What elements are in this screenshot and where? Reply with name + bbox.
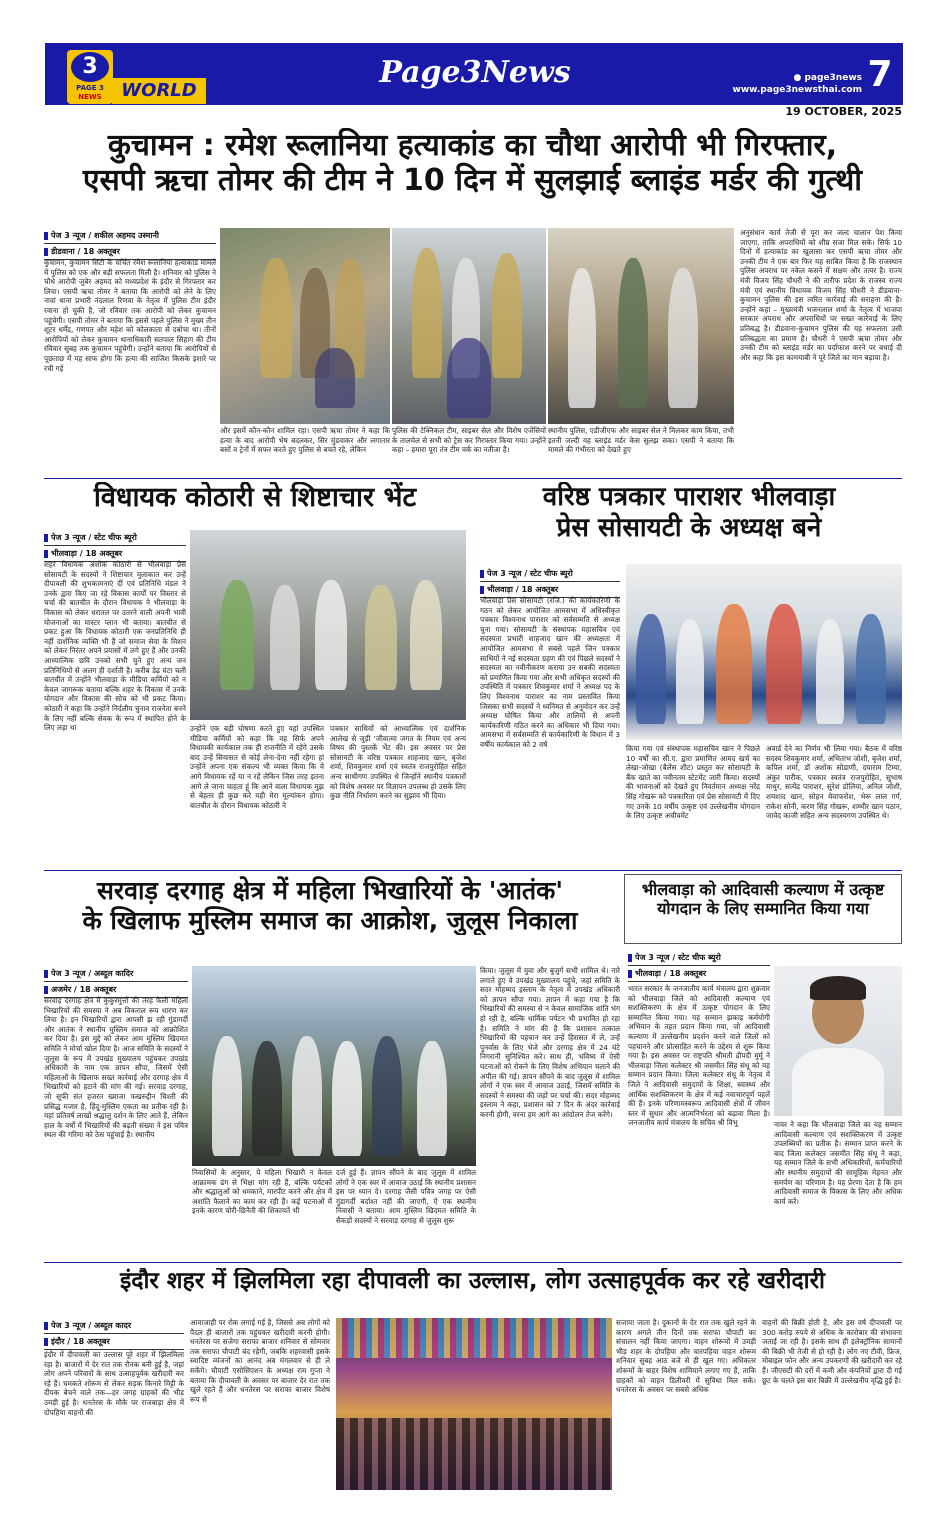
story2-body-col1: शहर विधायक अशोक कोठारी से भीलवाड़ा प्रेस सोसायटी के सदस्यों ने शिष्टाचार मुलाकात कर उन्हें दीपावली की शुभकामनाएं दीं एवं प्रतिनिधि मंडल ने उनके द्वारा किए जा रहे विकास कार्यों पर विस्तार से चर्चा की बातचीत के दौरान विधायक ने भीलवाड़ा के विकास को लेकर धरातल पर उतरने वाली अपनी भावी योजनाओं का मास्टर प्लान भी बताया। बातचीत से प्रकट हुआ कि विधायक कोठारी एक जनप्रतिनिधि ही नहीं दार्शनिक व्यक्ति भी हैं जो समाज सेवा के मिशन को लेकर निरंतर अपने प्रयासों में लगे हुए हैं और उनकी आध्यात्मिक छवि उनको सभी चुने हुए अन्य जन प्रतिनिधियों से अलग ही दर्शाती है। करीब डेढ़ घंटा चली बातचीत में उन्होंने भीलवाड़ा के मीडिया कर्मियों को न केवल जागरूक बताया बल्कि शहर के विकास में उनके योगदान और विकास की सोच को भी प्रकट किया। कोठारी ने कहा कि उन्होंने निर्दलीय चुनाव राजनेता बनने के लिए नहीं बल्कि सेवक के रूप में स्थापित होने के लिए लड़ा था (44, 560, 186, 733)
issue-date: 19 OCTOBER, 2025 (785, 105, 902, 118)
story2-body-col2: उन्होंने एक बड़ी घोषणा करते हुए यहां उपस्थित मीडिया कर्मियों को कहा कि वह सिर्फ अपने विधायकी कार्यकाल तक ही राजनीति में रहेंगे उसके बाद उन्हें सियासत से कोई लेना-देना नहीं रहेगा हां उन्होंने अपना एक संकल्प भी व्यक्त किया कि वे आगे विधायक रहें या न रहें लेकिन जिस तरह इतना आगे ले जाना चाहता हूं कि आने वाला विधायक मुझ से बेहतर ही कुछ करे यही मेरा मूल्यांकन होगा। बातचीत के दौरान विधायक कोठारी ने (190, 724, 324, 810)
story3-byline: पेज 3 न्यूज / स्टेट चीफ ब्यूरो भीलवाड़ा / 18 अक्तूबर (480, 566, 620, 598)
story1-body-col1: कुचामन, कुचामन सिटी के चर्चित रमेश रूलानिया हत्याकांड मामले में पुलिस को एक और बड़ी सफलता मिली है। शनिवार को पुलिस ने चौथे आरोपी जुबेर अहमद को मध्यप्रदेश के इंदौर से गिरफ्तार कर लिया। एसपी ऋचा तोमर ने बताया कि आरोपी को लेने के लिए नावां थाना प्रभारी नंदलाल रिणवा के नेतृत्व में पुलिस टीम इंदौर रवाना हो चुकी है, जो रविवार तक आरोपी को लेकर कुचामन पहुंचेगी। एसपी तोमर ने बताया कि इससे पहले पुलिस ने मुख्य तीन शूटर धर्मेंद्र, गणपत और महेश को कोलकाता से दबोचा था। तीनों आरोपियों को लेकर कुचामन थानाधिकारी सतपाल सिहाग की टीम रविवार सुबह तक कुचामन पहुंचेगी। उन्होंने बताया कि आरोपियों से पूछताछ में यह साफ होगा कि हत्या की साजिश किसके इशारे पर रची गई (44, 258, 216, 373)
story1-byline: पेज 3 न्यूज / शकील अहमद उस्मानी डीडवाना / 18 अक्तूबर (44, 228, 216, 260)
section-label: WORLD (112, 78, 206, 104)
story4-photo (192, 966, 476, 1166)
social-handle: ● page3news (793, 73, 862, 83)
story6-byline: पेज 3 न्यूज / अब्दुल कादर इंदौर / 18 अक्तूबर (44, 1318, 184, 1350)
story4-byline: पेज 3 न्यूज / अब्दुल कादिर अजमेर / 18 अक्तूबर (44, 966, 188, 998)
story1-caption-c: स्थानीय पुलिस, एडीजीएफ और साइबर सेल ने मिलकर काम किया, तभी इतनी जल्दी यह ब्लाइंड मर्डर केस सुलझ सका। एसपी ने बताया कि मामले की गंभीरता को देखते हुए (548, 426, 734, 455)
logo-text: PAGE 3 (76, 84, 104, 92)
page-number: 7 (867, 54, 893, 95)
story5-body-col2: नायर ने कहा कि भीलवाड़ा जिले का यह सम्मान आदिवासी कल्याण एवं सशक्तिकरण में उत्कृष्ट उपलब्धियों का प्रतीक है। सम्मान प्राप्त करने के बाद जिला कलेक्टर जसमीत सिंह संधू ने कहा, यह सम्मान जिले के सभी अधिकारियों, कर्मचारियों और स्थानीय समुदायों की सामूहिक मेहनत और समर्पण का परिणाम है। यह प्रेरणा देता है कि हम आदिवासी समाज के विकास के लिए और अधिक कार्य करें। (774, 1120, 902, 1206)
story4-body-col1: सरवाड़ दरगाह क्षेत्र में कुकुरमुत्तों की तरह फैली महिला भिखारियों की समस्या ने अब विकराल रूप धारण कर लिया है। इन भिखारियों द्वारा आपसी झ रही गुंडागर्दी और आतंक ने स्थानीय मुस्लिम समाज को आक्रोशित कर दिया है। इस मुद्दे को लेकर आम मुस्लिम खिदमत समिति ने मोर्चा खोल दिया है। आज समिति के सदस्यों ने जुलूस के रूप में उपखंड मुख्यालय पहुंचकर उपखंड अधिकारी के नाम एक ज्ञापन सौंपा, जिसमें ऐसी महिलाओं के खिलाफ सख्त कार्रवाई और दरगाह क्षेत्र में भिखारियों को हटाने की मांग की गई। सरवाड़ दरगाह, जो सूफी संत हजरत ख्वाजा फखरुद्दीन चिश्ती की प्रसिद्ध मजार है, हिंदू-मुस्लिम एकता का प्रतीक रही है। यहां प्रतिवर्ष लाखों श्रद्धालु दर्शन के लिए आते हैं, लेकिन हाल के वर्षों में भिखारियों की बढ़ती संख्या ने इस पवित्र स्थल की गरिमा को ठेस पहुंचाई है। स्थानीय (44, 996, 188, 1140)
story2-photo (190, 530, 466, 720)
story6-photo-market (336, 1318, 612, 1490)
logo-sub: NEWS (78, 93, 102, 101)
story1-photo-police (392, 228, 546, 424)
story6-body-col3: सजाया जाता है। दुकानों के देर रात तक खुले रहने के कारण अगले तीन दिनों तक सराफा चौपाटी का संचालन नहीं किया जाएगा। वाहन शोरूमों में उमड़ी भीड़ शहर के दोपहिया और चारपहिया वाहन शोरूम शनिवार सुबह आठ बजे से ही खुल गए। अधिकतर शोरूमों के बाहर विशेष शामियाने लगाए गए हैं, ताकि ग्राहकों को वाहन डिलीवरी में सुविधा मिल सके। धनतेरस के अवसर पर सबसे अधिक (616, 1318, 756, 1395)
website: www.page3newsthai.com (732, 85, 862, 95)
divider (44, 478, 902, 479)
story1-caption-b: पुलिस की टेक्निकल टीम, साइबर सेल और विशेष एजेंसियों के तालमेल से सभी को ट्रेस कर गिरफ्तार किया गया। उन्होंने कहा – हमारा पूरा तंत्र टीम वर्क का नतीजा है। (392, 426, 546, 455)
story6-body-col2: आवाजाही पर रोक लगाई गई है, जिससे अब लोगों को पैदल ही बाजारों तक पहुंचकर खरीदारी करनी होगी। धनतेरस पर सजेगा सराफा बाजार शनिवार से सोमवार तक सराफा चौपाटी बंद रहेगी, जबकि शहरवासी इसके स्वादिष्ट व्यंजनों का आनंद अब मंगलवार से ही ले सकेंगे। चौपाटी एसोसिएशन के अध्यक्ष राम गुप्ता ने बताया कि दीपावली के अवसर पर बाजार देर रात तक खुले रहते हैं और धनतेरस पर सराफा बाजार विशेष रूप से (190, 1318, 330, 1404)
collector-portrait (774, 966, 902, 1116)
story3-body-col3: अवार्ड देने का निर्णय भी लिया गया। बैठक में वरिष्ठ सदस्य शिवकुमार शर्मा, अभिताभ जोशी, बृजेश शर्मा, कपिल शर्मा, डॉ अशोक सोडाणी, दयाराम टिम्या, अंकुर पारीक, पत्रकार स्वतंत्र राजपुरोहित, सुभाष माथुर, सत्येंद्र पाराशर, सुरेश डोलिया, अनिल जोशी, शमशाद खान, सोहन मेवाफरोश, भेरू लाल गर्ग, राकेश सोनी, करण सिंह गोखरू, शम्भीर खान पठान, जावेद काजी सहित अन्य सदस्यगण उपस्थित थे। (766, 744, 902, 821)
story3-body-col2: किया गया एवं संस्थापक महासचिव खान ने पिछले 10 वर्षों का सी.ए. द्वारा प्रमाणित आमद खर्च का लेखा-जोखा (बैलेंस शीट) प्रस्तुत कर सोसायटी के बैंक खाते का नवीनतम स्टेटमेंट जारी किया। सदस्यों की भावनाओं को देखते हुए निवर्तमान अध्यक्ष नरेंद्र सिंह गोखरू को पत्रकारिता एवं प्रेस सोसायटी में दिए गए उनके 10 वर्षीय उत्कृष्ट एवं उल्लेखनीय योगदान के लिए उत्कृष्ट अचीवमेंट (626, 744, 760, 821)
story6-body-col4: वाहनों की बिक्री होती है, और इस वर्ष दीपावली पर 300 करोड़ रुपये से अधिक के कारोबार की संभावना जताई जा रही है। इसके साथ ही इलेक्ट्रॉनिक सामानों की बिक्री भी तेजी से हो रही है। लोग नए टीवी, फ्रिज, मोबाइल फोन और अन्य उपकरणों की खरीदारी कर रहे हैं। जीएसटी की दरों में कमी और कंपनियों द्वारा दी गई छूट के चलते इस बार बिक्री में उल्लेखनीय वृद्धि हुई है। (762, 1318, 902, 1385)
story6-headline: इंदौर शहर में झिलमिला रहा दीपावली का उल्लास, लोग उत्साहपूर्वक कर रहे खरीदारी (119, 1268, 826, 1294)
story5-headline: भीलवाड़ा को आदिवासी कल्याण में उत्कृष्ट योगदान के लिए सम्मानित किया गया (641, 880, 885, 918)
story4-headline: सरवाड़ दरगाह क्षेत्र में महिला भिखारियों के 'आतंक' के खिलाफ मुस्लिम समाज का आक्रोश, जुलूस निकाला (82, 876, 578, 935)
story5-body-col1: भारत सरकार के जनजातीय कार्य मंत्रालय द्वारा शुक्रवार को भीलवाड़ा जिले को आदिवासी कल्याण एवं सशक्तिकरण के क्षेत्र में उत्कृष्ट योगदान के लिए सम्मानित किया गया। यह सम्मान झकाइ कर्मयोगी अभियान के तहत प्रदान किया गया, जो आदिवासी कल्याण में उल्लेखनीय प्रदर्शन करने वाले जिलों को पहचानने और प्रोत्साहित करने के उद्देश्य से शुरू किया गया है। इस अवसर पर राष्ट्रपति श्रीमती द्रौपदी मुर्मू ने भीलवाड़ा जिला कलेक्टर श्री जसमीत सिंह संधू को यह सम्मान प्रदान किया। जिला कलेक्टर संधू के नेतृत्व में जिले ने आदिवासी समुदायों के शिक्षा, स्वास्थ्य और आर्थिक सशक्तिकरण के क्षेत्र में कई नवाचारपूर्ण पहलें की हैं। इनके परिणामस्वरूप आदिवासी क्षेत्रों में जीवन स्तर में सुधार और आत्मनिर्भरता को बढ़ावा मिला है। जनजातीय कार्य मंत्रालय के सचिव श्री विभु (628, 984, 770, 1128)
story1-photo-group (220, 228, 390, 424)
story1-photo-accused (548, 228, 734, 424)
divider (44, 870, 902, 871)
story4-body-col4: किया। जुलूस में युवा और बुजुर्ग सभी शामिल थे। नारे लगाते हुए वे उपखंड मुख्यालय पहुंचे, जहां समिति के सदर मोहम्मद इस्लाम के नेतृत्व में उपखंड अधिकारी को ज्ञापन सौंपा गया। ज्ञापन में कहा गया है कि भिखारियों की समस्या से न केवल सामाजिक शांति भंग हो रही है, बल्कि धार्मिक पर्यटन भी प्रभावित हो रहा है। समिति ने मांग की है कि प्रशासन तत्काल भिखारियों की पहचान कर उन्हें हिरासत में ले, उन्हें पुनर्वास के लिए भेजे और दरगाह क्षेत्र में 24 घंटे निगरानी सुनिश्चित करे। साथ ही, भविष्य में ऐसी घटनाओं को रोकने के लिए विशेष अभियान चलाने की अपील की गई। ज्ञापन सौंपने के बाद जुलूस में शामिल लोगों ने एक स्वर में आवाज उठाई, जिसमें समिति के सदस्यों ने समस्या की जड़ों पर चर्चा की। सदर मोहम्मद इस्लाम ने कहा, प्रशासन को 7 दिन के अंदर कार्रवाई करनी होगी, वरना हम आगे का आंदोलन तेज करेंगे। (480, 966, 620, 1119)
divider (44, 1262, 902, 1263)
story5-byline: पेज 3 न्यूज / स्टेट चीफ ब्यूरो भीलवाड़ा / 18 अक्तूबर (628, 950, 770, 982)
story2-body-col3: पत्रकार साथियों को आध्यात्मिक एवं दार्शनिक आलेख से जुड़ी 'जीवात्मा जगत के नियम एवं अन्य विषय की पुस्तकें भेंट की। इस अवसर पर प्रेस सोसायटी के वरिष्ठ पत्रकार शाहजाद खान, बृजेश शर्मा, शिवकुमार शर्मा एवं स्वतंत्र राजपुरोहित सहित अन्य साथीगण उपस्थित थे जिन्होंने स्थानीय पत्रकारों को विशेष अवसर पर विज्ञापन उपलब्ध हो उसके लिए कुछ नीति निर्धारण करने का सुझाव भी दिया। (330, 724, 466, 801)
story1-body-right: अनुसंधान कार्य तेजी से पूरा कर जल्द चालान पेश किया जाएगा, ताकि अपराधियों को शीघ्र सजा मिल सके। सिर्फ 10 दिनों में हत्याकांड का खुलासा कर एसपी ऋचा तोमर और उनकी टीम ने एक बार फिर यह साबित किया है कि राजस्थान पुलिस अपराध पर नकेल कसने में सक्षम और तत्पर है। राज्य मंत्री विजय सिंह चौधरी ने की तारीफ प्रदेश के राजस्व राज्य मंत्री एवं स्थानीय विधायक विजय सिंह चौधरी ने डीडवाना-कुचामन पुलिस की इस त्वरित कार्रवाई की सराहना की है। उन्होंने कहा – मुख्यमंत्री भजनलाल शर्मा के नेतृत्व में भाजपा सरकार अपराध और अपराधियों पर सख्त कार्रवाई के लिए प्रतिबद्ध है। डीडवाना-कुचामन पुलिस की यह सफलता उसी प्रतिबद्धता का प्रमाण है। चौधरी ने एसपी ऋचा तोमर और उनकी टीम को ब्लाइंड मर्डर का पर्दाफाश करने पर बधाई दी और कहा कि इस कामयाबी ने पूरे जिले का मान बढ़ाया है। (740, 228, 902, 362)
story3-body-col1: भीलवाड़ा प्रेस सोसायटी (रजि.) की कार्यकारिणी के गठन को लेकर आयोजित आमसभा में अधिस्वीकृत पत्रकार विश्वनाथ पाराशर को सर्वसम्मति से अध्यक्ष चुना गया। सोसायटी के संस्थापक महासचिव एवं सदस्यता प्रभारी शाहजाद खान की अध्यक्षता में आयोजित आमसभा में सबसे पहले जिन पत्रकार साथियों ने नई सदस्यता ग्रहण की एवं पिछले सदस्यों ने सदस्यता का नवीनीकरण कराया उन सबकी सदस्यता को प्रमाणित किया गया और सभी अधिकृत सदस्यों की उपस्थिति में पत्रकार शिवकुमार शर्मा ने अध्यक्ष पद के लिए विश्वनाथ पाराशर का नाम प्रस्तावित किया जिसका सभी सदस्यों ने ध्वनिमत से अनुमोदन कर उन्हें अध्यक्ष घोषित किया और तालियों से अपनी कार्यकारिणी गठित करने का अधिकार भी दिया गया। आमसभा में सर्वसम्मति से कार्यकारिणी के विधान में 3 वर्षीय कार्यकाल को 2 वर्ष (480, 596, 620, 749)
story3-photo (626, 564, 902, 740)
story1-headline: कुचामन : रमेश रूलानिया हत्याकांड का चौथा आरोपी भी गिरफ्तार, एसपी ऋचा तोमर की टीम ने 10 दिन में सुलझाई ब्लाइंड मर्डर की गुत्थी (82, 128, 863, 199)
page3-logo (67, 50, 113, 104)
story2-byline: पेज 3 न्यूज / स्टेट चीफ ब्यूरो भीलवाड़ा / 18 अक्तूबर (44, 530, 186, 562)
story6-body-col1: इंदौर में दीपावली का उल्लास पूरे शहर में झिलमिला रहा है। बाजारों में देर रात तक रौनक बनी हुई है, जहां लोग अपने परिवारों के साथ उत्साहपूर्वक खरीदारी कर रहे हैं। चमकते शोरूम से लेकर सड़क किनारे मिट्टी के दीपक बेचने वाले तक—हर जगह ग्राहकों की भीड़ उमड़ी हुई है। धनतेरस के मौके पर राजबाड़ा क्षेत्र में दोपहिया वाहनों की (44, 1350, 184, 1417)
story3-headline: वरिष्ठ पत्रकार पाराशर भीलवाड़ा प्रेस सोसायटी के अध्यक्ष बने (542, 482, 836, 543)
story2-headline: विधायक कोठारी से शिष्टाचार भेंट (93, 482, 417, 513)
brand-name: Page3News (379, 55, 571, 90)
masthead-contacts (732, 72, 862, 96)
story4-body-col3: दर्ज हुई हैं। ज्ञापन सौंपने के बाद जुलूस में शामिल लोगों ने एक स्वर में आवाज उठाई कि स्थानीय प्रशासन इस पर ध्यान दे। दरगाह जैसी पवित्र जगह पर ऐसी गुंडागर्दी बर्दाश्त नहीं की जाएगी, ऐ एक स्थानीय निवासी ने बताया। आम मुस्लिम खिदमत समिति के सैकड़ों सदस्यों ने सरवाड़ दरगाह से जुलूस शुरू (336, 1168, 476, 1225)
story1-caption-a: और इसमें कौन-कौन शामिल रहा। एसपी ऋचा तोमर ने कहा कि हत्या के बाद आरोपी भेष बदलकर, सिर मुंडवाकर और लगातार बसों व ट्रेनों में सफर करते हुए पुलिस से बचते रहे, लेकिन (220, 426, 390, 455)
story4-body-col2: निवासियों के अनुसार, ये महिला भिखारी न केवल आक्रामक ढंग से भिक्षा मांग रही हैं, बल्कि पर्यटकों और श्रद्धालुओं को धमकाने, मारपीट करने और क्षेत्र में अशांति फैलाने का काम कर रही हैं। कई घटनाओं में इनके कारण चोरी-छिनैती की शिकायतें भी (192, 1168, 332, 1216)
story5-headline-box (624, 874, 902, 944)
logo-number: 3 (71, 52, 109, 82)
